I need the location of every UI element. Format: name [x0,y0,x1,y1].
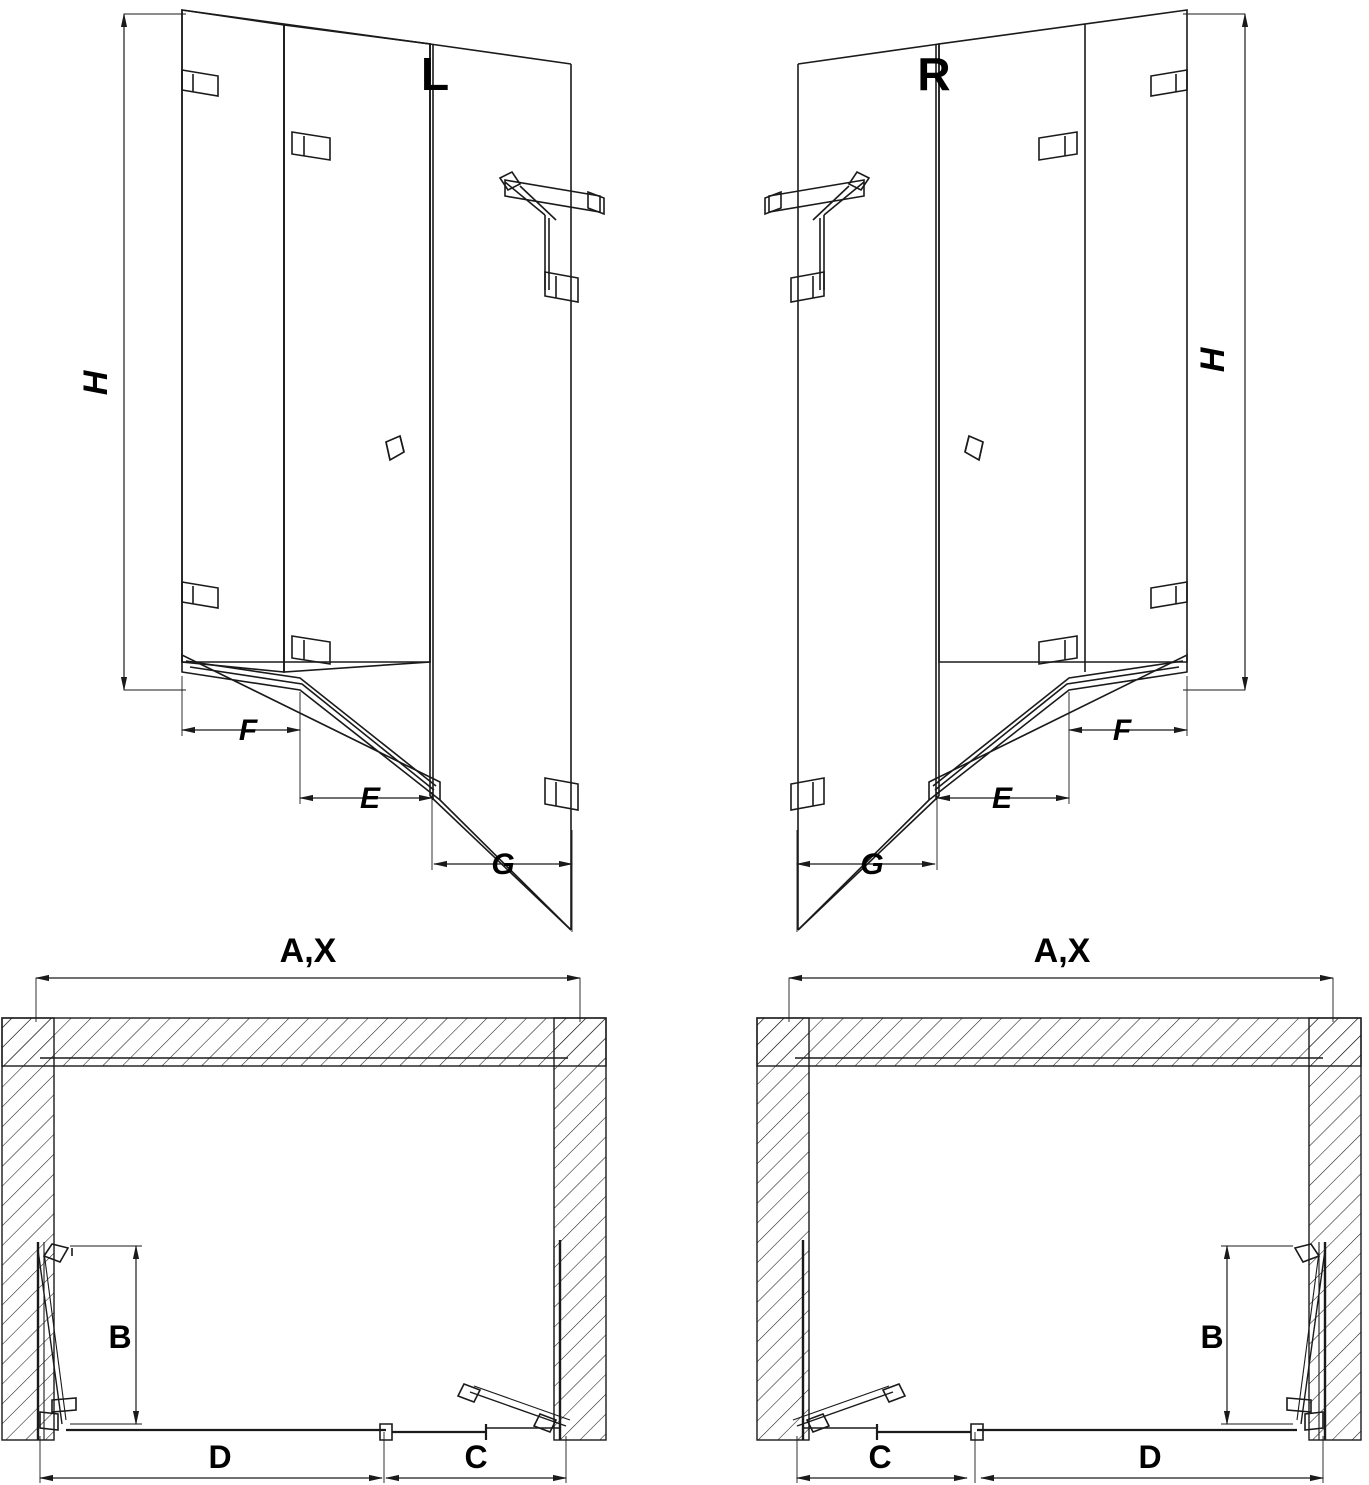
variant-label-right: R [917,48,951,100]
dim-e-left: E [359,782,381,815]
dim-f-left: F [238,714,258,747]
dim-g-right: G [860,848,884,881]
dim-b-right: B [1200,1319,1224,1355]
dim-d-right: D [1138,1439,1162,1475]
dim-b-left: B [108,1319,132,1355]
view-plan-left [2,1018,606,1483]
dim-g-left: G [491,848,515,881]
dim-c-right: C [868,1439,892,1475]
dim-f-right: F [1112,714,1132,747]
dim-ax-right: A,X [1033,932,1091,970]
dim-h-right: H [1194,347,1232,373]
view-plan-right [757,1018,1361,1483]
dim-d-left: D [208,1439,232,1475]
dim-c-left: C [464,1439,488,1475]
view-front-left [36,10,604,1022]
dim-ax-left: A,X [279,932,337,970]
dim-h-left: H [77,370,115,396]
dim-e-right: E [991,782,1013,815]
variant-label-left: L [420,48,450,100]
view-front-right [765,10,1333,1022]
